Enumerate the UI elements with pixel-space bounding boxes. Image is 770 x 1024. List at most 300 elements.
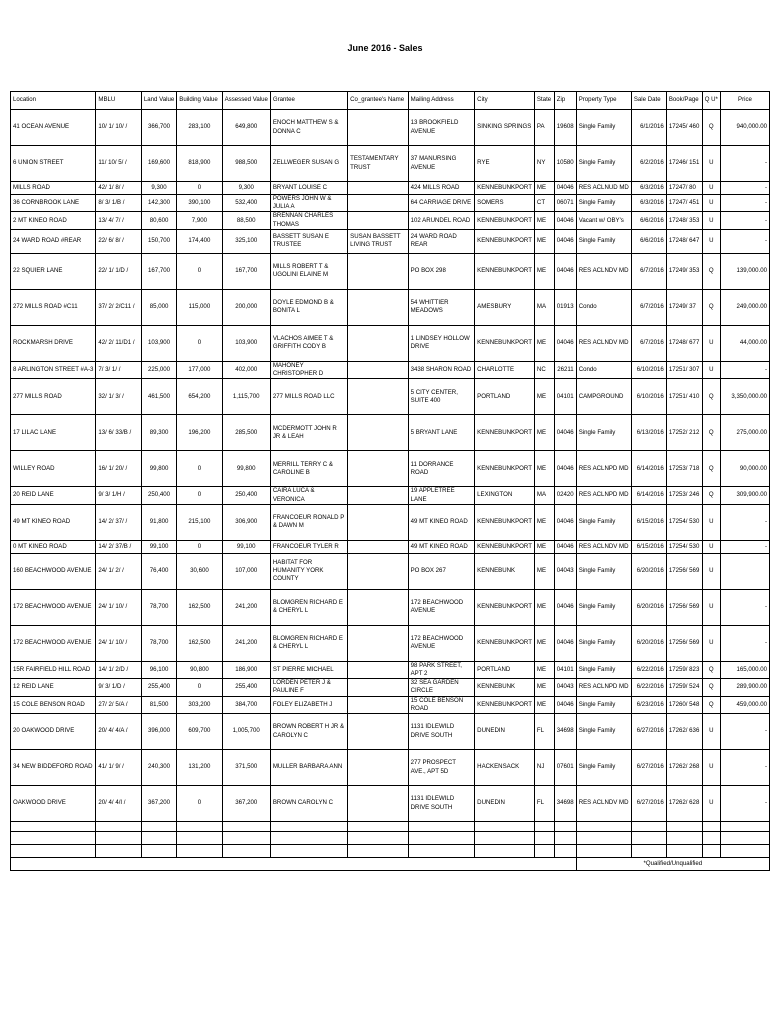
cell-land-value: 150,700 bbox=[141, 229, 176, 253]
cell-land-value: 80,600 bbox=[141, 212, 176, 229]
cell-assessed-value: 241,200 bbox=[222, 625, 270, 661]
cell-property-type: Single Family bbox=[576, 146, 631, 182]
cell-assessed-value: 241,200 bbox=[222, 589, 270, 625]
cell-zip: 04046 bbox=[554, 696, 576, 713]
cell-cograntee bbox=[348, 325, 408, 361]
cell-grantee: MILLS ROBERT T & UGOLINI ELAINE M bbox=[270, 253, 347, 289]
table-row bbox=[11, 504, 770, 540]
cell-state: ME bbox=[534, 253, 554, 289]
cell-mblu: 22/ 6/ 8/ / bbox=[96, 229, 141, 253]
cell-city: DUNEDIN bbox=[475, 714, 535, 750]
cell-city: PORTLAND bbox=[475, 379, 535, 415]
cell-qu: U bbox=[702, 146, 720, 182]
cell-sale-date: 6/2/2016 bbox=[631, 146, 666, 182]
cell-qu: U bbox=[702, 750, 720, 786]
cell-mblu: 42/ 2/ 11/D1 / bbox=[96, 325, 141, 361]
cell-book-page: 17256/ 569 bbox=[666, 589, 702, 625]
table-row bbox=[11, 212, 770, 229]
cell-zip: 07601 bbox=[554, 750, 576, 786]
cell-book-page: 17262/ 636 bbox=[666, 714, 702, 750]
cell-zip: 02420 bbox=[554, 487, 576, 504]
cell-qu: Q bbox=[702, 289, 720, 325]
cell-sale-date: 6/27/2016 bbox=[631, 714, 666, 750]
cell-book-page: 17248/ 353 bbox=[666, 212, 702, 229]
cell-book-page: 17249/ 37 bbox=[666, 289, 702, 325]
cell-sale-date: 6/3/2016 bbox=[631, 195, 666, 212]
cell-book-page: 17259/ 524 bbox=[666, 679, 702, 696]
cell-mailing-address: 1131 IDLEWILD DRIVE SOUTH bbox=[408, 714, 475, 750]
cell-grantee: BRYANT LOUISE C bbox=[270, 182, 347, 195]
cell-cograntee bbox=[348, 289, 408, 325]
blank-cell bbox=[631, 832, 666, 845]
cell-zip: 04046 bbox=[554, 415, 576, 451]
cell-city: KENNEBUNKPORT bbox=[475, 253, 535, 289]
blank-cell bbox=[576, 845, 631, 858]
blank-row bbox=[11, 822, 770, 832]
cell-cograntee bbox=[348, 786, 408, 822]
blank-cell bbox=[720, 845, 769, 858]
cell-sale-date: 6/1/2016 bbox=[631, 110, 666, 146]
cell-mblu: 20/ 4/ 4/I / bbox=[96, 786, 141, 822]
cell-mailing-address: 37 MANURSING AVENUE bbox=[408, 146, 475, 182]
cell-qu: Q bbox=[702, 487, 720, 504]
cell-qu: U bbox=[702, 786, 720, 822]
col-header-qu: Q U* bbox=[702, 92, 720, 110]
cell-zip: 04046 bbox=[554, 182, 576, 195]
cell-grantee: ZELLWEGER SUSAN G bbox=[270, 146, 347, 182]
cell-property-type: Single Family bbox=[576, 195, 631, 212]
cell-cograntee bbox=[348, 487, 408, 504]
cell-sale-date: 6/10/2016 bbox=[631, 361, 666, 378]
cell-city: PORTLAND bbox=[475, 661, 535, 678]
cell-city: KENNEBUNK bbox=[475, 553, 535, 589]
cell-zip: 04043 bbox=[554, 679, 576, 696]
cell-price: - bbox=[720, 212, 769, 229]
cell-cograntee bbox=[348, 379, 408, 415]
blank-cell bbox=[631, 845, 666, 858]
cell-property-type: RES ACLNPD MD bbox=[576, 451, 631, 487]
cell-cograntee: TESTAMENTARY TRUST bbox=[348, 146, 408, 182]
blank-cell bbox=[534, 832, 554, 845]
cell-price: - bbox=[720, 589, 769, 625]
col-header-grantee: Grantee bbox=[270, 92, 347, 110]
cell-location: WILLEY ROAD bbox=[11, 451, 96, 487]
blank-cell bbox=[576, 832, 631, 845]
cell-qu: U bbox=[702, 229, 720, 253]
cell-location: 20 OAKWOOD DRIVE bbox=[11, 714, 96, 750]
cell-cograntee bbox=[348, 182, 408, 195]
cell-price: 3,350,000.00 bbox=[720, 379, 769, 415]
cell-grantee: ST PIERRE MICHAEL bbox=[270, 661, 347, 678]
blank-cell bbox=[11, 832, 96, 845]
cell-city: KENNEBUNKPORT bbox=[475, 589, 535, 625]
table-row bbox=[11, 182, 770, 195]
cell-state: ME bbox=[534, 589, 554, 625]
cell-mblu: 22/ 1/ 1/D / bbox=[96, 253, 141, 289]
cell-mailing-address: 277 PROSPECT AVE., APT 5D bbox=[408, 750, 475, 786]
cell-qu: U bbox=[702, 714, 720, 750]
cell-grantee: BASSETT SUSAN E TRUSTEE bbox=[270, 229, 347, 253]
cell-qu: U bbox=[702, 212, 720, 229]
cell-qu: Q bbox=[702, 415, 720, 451]
cell-property-type: RES ACLNDV MD bbox=[576, 325, 631, 361]
cell-zip: 06071 bbox=[554, 195, 576, 212]
cell-city: KENNEBUNKPORT bbox=[475, 625, 535, 661]
col-header-mblu: MBLU bbox=[96, 92, 141, 110]
cell-location: 41 OCEAN AVENUE bbox=[11, 110, 96, 146]
cell-sale-date: 6/10/2016 bbox=[631, 379, 666, 415]
cell-property-type: Single Family bbox=[576, 504, 631, 540]
blank-cell bbox=[96, 832, 141, 845]
cell-location: 36 CORNBROOK LANE bbox=[11, 195, 96, 212]
cell-assessed-value: 371,500 bbox=[222, 750, 270, 786]
blank-row bbox=[11, 845, 770, 858]
cell-state: CT bbox=[534, 195, 554, 212]
table-row bbox=[11, 714, 770, 750]
cell-grantee: BLOMGREN RICHARD E & CHERYL L bbox=[270, 625, 347, 661]
cell-land-value: 240,300 bbox=[141, 750, 176, 786]
cell-assessed-value: 285,500 bbox=[222, 415, 270, 451]
cell-property-type: Single Family bbox=[576, 110, 631, 146]
cell-zip: 01913 bbox=[554, 289, 576, 325]
cell-location: 49 MT KINEO ROAD bbox=[11, 504, 96, 540]
cell-grantee: POWERS JOHN W & JULIA A bbox=[270, 195, 347, 212]
cell-grantee: BROWN ROBERT H JR & CAROLYN C bbox=[270, 714, 347, 750]
cell-location: ROCKMARSH DRIVE bbox=[11, 325, 96, 361]
table-row bbox=[11, 110, 770, 146]
cell-state: ME bbox=[534, 325, 554, 361]
cell-state: MA bbox=[534, 289, 554, 325]
cell-mailing-address: 32 SEA GARDEN CIRCLE bbox=[408, 679, 475, 696]
cell-qu: U bbox=[702, 361, 720, 378]
cell-land-value: 78,700 bbox=[141, 625, 176, 661]
blank-cell bbox=[554, 845, 576, 858]
cell-cograntee bbox=[348, 714, 408, 750]
cell-sale-date: 6/20/2016 bbox=[631, 553, 666, 589]
cell-city: CHARLOTTE bbox=[475, 361, 535, 378]
blank-cell bbox=[222, 822, 270, 832]
blank-cell bbox=[222, 832, 270, 845]
blank-cell bbox=[141, 832, 176, 845]
cell-sale-date: 6/7/2016 bbox=[631, 253, 666, 289]
cell-sale-date: 6/27/2016 bbox=[631, 750, 666, 786]
cell-grantee: MCDERMOTT JOHN R JR & LEAH bbox=[270, 415, 347, 451]
cell-price: - bbox=[720, 786, 769, 822]
cell-qu: Q bbox=[702, 661, 720, 678]
cell-zip: 19608 bbox=[554, 110, 576, 146]
cell-price: - bbox=[720, 714, 769, 750]
cell-land-value: 103,900 bbox=[141, 325, 176, 361]
cell-building-value: 390,100 bbox=[177, 195, 222, 212]
cell-book-page: 17247/ 451 bbox=[666, 195, 702, 212]
cell-book-page: 17253/ 246 bbox=[666, 487, 702, 504]
cell-grantee: FRANCOEUR RONALD P & DAWN M bbox=[270, 504, 347, 540]
blank-cell bbox=[554, 832, 576, 845]
table-row bbox=[11, 696, 770, 713]
cell-mblu: 9/ 3/ 1/H / bbox=[96, 487, 141, 504]
cell-building-value: 609,700 bbox=[177, 714, 222, 750]
cell-land-value: 225,000 bbox=[141, 361, 176, 378]
cell-city: KENNEBUNKPORT bbox=[475, 415, 535, 451]
cell-location: 172 BEACHWOOD AVENUE bbox=[11, 589, 96, 625]
cell-building-value: 177,000 bbox=[177, 361, 222, 378]
cell-land-value: 99,100 bbox=[141, 540, 176, 553]
cell-city: LEXINGTON bbox=[475, 487, 535, 504]
cell-building-value: 30,600 bbox=[177, 553, 222, 589]
cell-city: RYE bbox=[475, 146, 535, 182]
cell-price: 249,000.00 bbox=[720, 289, 769, 325]
cell-property-type: Single Family bbox=[576, 553, 631, 589]
cell-book-page: 17256/ 569 bbox=[666, 553, 702, 589]
cell-assessed-value: 325,100 bbox=[222, 229, 270, 253]
col-header-city: City bbox=[475, 92, 535, 110]
cell-mailing-address: 19 APPLETREE LANE bbox=[408, 487, 475, 504]
cell-property-type: Single Family bbox=[576, 661, 631, 678]
cell-sale-date: 6/14/2016 bbox=[631, 451, 666, 487]
cell-property-type: Condo bbox=[576, 361, 631, 378]
table-row bbox=[11, 487, 770, 504]
cell-property-type: Single Family bbox=[576, 229, 631, 253]
cell-qu: U bbox=[702, 553, 720, 589]
cell-city: DUNEDIN bbox=[475, 786, 535, 822]
cell-assessed-value: 107,000 bbox=[222, 553, 270, 589]
cell-price: - bbox=[720, 195, 769, 212]
blank-cell bbox=[666, 845, 702, 858]
cell-location: 20 REID LANE bbox=[11, 487, 96, 504]
blank-cell bbox=[534, 845, 554, 858]
col-header-book-page: Book/Page bbox=[666, 92, 702, 110]
cell-cograntee bbox=[348, 540, 408, 553]
table-row bbox=[11, 540, 770, 553]
cell-sale-date: 6/20/2016 bbox=[631, 625, 666, 661]
cell-mailing-address: 24 WARD ROAD REAR bbox=[408, 229, 475, 253]
blank-cell bbox=[348, 832, 408, 845]
cell-mailing-address: 5 BRYANT LANE bbox=[408, 415, 475, 451]
table-row bbox=[11, 661, 770, 678]
cell-state: ME bbox=[534, 661, 554, 678]
cell-assessed-value: 9,300 bbox=[222, 182, 270, 195]
blank-cell bbox=[475, 832, 535, 845]
cell-mailing-address: 172 BEACHWOOD AVENUE bbox=[408, 625, 475, 661]
cell-grantee: BRENNAN CHARLES THOMAS bbox=[270, 212, 347, 229]
table-row bbox=[11, 289, 770, 325]
cell-price: 309,900.00 bbox=[720, 487, 769, 504]
cell-mblu: 27/ 2/ 5/A / bbox=[96, 696, 141, 713]
cell-qu: Q bbox=[702, 679, 720, 696]
cell-location: 272 MILLS ROAD #C11 bbox=[11, 289, 96, 325]
cell-price bbox=[720, 553, 769, 589]
cell-state: ME bbox=[534, 504, 554, 540]
cell-building-value: 7,900 bbox=[177, 212, 222, 229]
cell-zip: 04101 bbox=[554, 379, 576, 415]
cell-book-page: 17260/ 548 bbox=[666, 696, 702, 713]
cell-cograntee: SUSAN BASSETT LIVING TRUST bbox=[348, 229, 408, 253]
cell-book-page: 17259/ 823 bbox=[666, 661, 702, 678]
cell-assessed-value: 1,115,700 bbox=[222, 379, 270, 415]
cell-mblu: 7/ 3/ 1/ / bbox=[96, 361, 141, 378]
cell-building-value: 0 bbox=[177, 786, 222, 822]
cell-sale-date: 6/15/2016 bbox=[631, 504, 666, 540]
cell-price: 44,000.00 bbox=[720, 325, 769, 361]
cell-assessed-value: 1,005,700 bbox=[222, 714, 270, 750]
cell-mailing-address: 424 MILLS ROAD bbox=[408, 182, 475, 195]
cell-property-type: Single Family bbox=[576, 696, 631, 713]
cell-zip: 26211 bbox=[554, 361, 576, 378]
cell-property-type: RES ACLNDV MD bbox=[576, 253, 631, 289]
blank-cell bbox=[408, 832, 475, 845]
blank-cell bbox=[96, 845, 141, 858]
cell-mailing-address: 54 WHITTIER MEADOWS bbox=[408, 289, 475, 325]
table-row bbox=[11, 451, 770, 487]
sales-table-body bbox=[11, 110, 770, 871]
cell-book-page: 17252/ 212 bbox=[666, 415, 702, 451]
cell-building-value: 115,000 bbox=[177, 289, 222, 325]
cell-book-page: 17262/ 628 bbox=[666, 786, 702, 822]
blank-cell bbox=[348, 822, 408, 832]
cell-qu: Q bbox=[702, 379, 720, 415]
cell-sale-date: 6/7/2016 bbox=[631, 289, 666, 325]
cell-location: OAKWOOD DRIVE bbox=[11, 786, 96, 822]
col-header-sale-date: Sale Date bbox=[631, 92, 666, 110]
cell-property-type: RES ACLNDV MD bbox=[576, 540, 631, 553]
cell-grantee: BROWN CAROLYN C bbox=[270, 786, 347, 822]
cell-sale-date: 6/3/2016 bbox=[631, 182, 666, 195]
cell-building-value: 196,200 bbox=[177, 415, 222, 451]
cell-location: 277 MILLS ROAD bbox=[11, 379, 96, 415]
blank-cell bbox=[576, 822, 631, 832]
cell-sale-date: 6/23/2016 bbox=[631, 696, 666, 713]
cell-location: 12 REID LANE bbox=[11, 679, 96, 696]
cell-qu: Q bbox=[702, 696, 720, 713]
cell-land-value: 99,800 bbox=[141, 451, 176, 487]
cell-book-page: 17246/ 151 bbox=[666, 146, 702, 182]
cell-location: 24 WARD ROAD #REAR bbox=[11, 229, 96, 253]
cell-book-page: 17249/ 353 bbox=[666, 253, 702, 289]
sales-table bbox=[10, 91, 770, 871]
cell-assessed-value: 99,100 bbox=[222, 540, 270, 553]
cell-city: KENNEBUNK bbox=[475, 679, 535, 696]
cell-assessed-value: 367,200 bbox=[222, 786, 270, 822]
cell-building-value: 0 bbox=[177, 679, 222, 696]
cell-mailing-address: 5 CITY CENTER, SUITE 400 bbox=[408, 379, 475, 415]
cell-property-type: RES ACLNPD MD bbox=[576, 679, 631, 696]
cell-property-type: RES ACLNPD MD bbox=[576, 487, 631, 504]
cell-building-value: 0 bbox=[177, 540, 222, 553]
cell-property-type: Single Family bbox=[576, 625, 631, 661]
cell-mblu: 14/ 2/ 37/ / bbox=[96, 504, 141, 540]
table-row bbox=[11, 146, 770, 182]
blank-cell bbox=[11, 845, 96, 858]
cell-assessed-value: 88,500 bbox=[222, 212, 270, 229]
cell-mblu: 37/ 2/ 2/C11 / bbox=[96, 289, 141, 325]
col-header-assessed-value: Assessed Value bbox=[222, 92, 270, 110]
table-row bbox=[11, 553, 770, 589]
cell-building-value: 215,100 bbox=[177, 504, 222, 540]
cell-building-value: 818,900 bbox=[177, 146, 222, 182]
cell-zip: 04046 bbox=[554, 212, 576, 229]
cell-mblu: 14/ 1/ 2/D / bbox=[96, 661, 141, 678]
cell-mailing-address: 102 ARUNDEL ROAD bbox=[408, 212, 475, 229]
cell-building-value: 90,800 bbox=[177, 661, 222, 678]
blank-cell bbox=[177, 822, 222, 832]
table-row bbox=[11, 361, 770, 378]
cell-cograntee bbox=[348, 553, 408, 589]
cell-state: ME bbox=[534, 229, 554, 253]
cell-building-value: 162,500 bbox=[177, 625, 222, 661]
cell-qu: U bbox=[702, 589, 720, 625]
cell-grantee: MULLER BARBARA ANN bbox=[270, 750, 347, 786]
cell-price: 940,000.00 bbox=[720, 110, 769, 146]
blank-cell bbox=[720, 822, 769, 832]
page-title: June 2016 - Sales bbox=[347, 43, 423, 53]
cell-price: 165,000.00 bbox=[720, 661, 769, 678]
cell-cograntee bbox=[348, 625, 408, 661]
cell-city: KENNEBUNKPORT bbox=[475, 182, 535, 195]
table-row bbox=[11, 229, 770, 253]
cell-grantee: FRANCOEUR TYLER R bbox=[270, 540, 347, 553]
cell-state: ME bbox=[534, 696, 554, 713]
cell-cograntee bbox=[348, 110, 408, 146]
cell-location: 22 SQUIER LANE bbox=[11, 253, 96, 289]
cell-qu: U bbox=[702, 625, 720, 661]
table-row bbox=[11, 750, 770, 786]
blank-cell bbox=[702, 822, 720, 832]
cell-location: 6 UNION STREET bbox=[11, 146, 96, 182]
cell-assessed-value: 99,800 bbox=[222, 451, 270, 487]
cell-land-value: 81,500 bbox=[141, 696, 176, 713]
cell-mailing-address: 1131 IDLEWILD DRIVE SOUTH bbox=[408, 786, 475, 822]
cell-assessed-value: 306,900 bbox=[222, 504, 270, 540]
cell-price: - bbox=[720, 540, 769, 553]
cell-sale-date: 6/22/2016 bbox=[631, 661, 666, 678]
cell-city: KENNEBUNKPORT bbox=[475, 540, 535, 553]
blank-cell bbox=[96, 822, 141, 832]
cell-cograntee bbox=[348, 589, 408, 625]
cell-property-type: Condo bbox=[576, 289, 631, 325]
cell-assessed-value: 167,700 bbox=[222, 253, 270, 289]
cell-state: ME bbox=[534, 379, 554, 415]
cell-qu: U bbox=[702, 182, 720, 195]
blank-cell bbox=[11, 858, 577, 871]
cell-grantee: LORDEN PETER J & PAULINE F bbox=[270, 679, 347, 696]
cell-building-value: 131,200 bbox=[177, 750, 222, 786]
cell-book-page: 17247/ 80 bbox=[666, 182, 702, 195]
col-header-land-value: Land Value bbox=[141, 92, 176, 110]
blank-cell bbox=[141, 845, 176, 858]
cell-assessed-value: 250,400 bbox=[222, 487, 270, 504]
cell-state: ME bbox=[534, 415, 554, 451]
cell-city: KENNEBUNKPORT bbox=[475, 696, 535, 713]
cell-sale-date: 6/6/2016 bbox=[631, 229, 666, 253]
cell-qu: U bbox=[702, 504, 720, 540]
cell-land-value: 91,800 bbox=[141, 504, 176, 540]
col-header-property-type: Property Type bbox=[576, 92, 631, 110]
col-header-cograntee: Co_grantee's Name bbox=[348, 92, 408, 110]
cell-book-page: 17248/ 647 bbox=[666, 229, 702, 253]
cell-location: 172 BEACHWOOD AVENUE bbox=[11, 625, 96, 661]
cell-assessed-value: 988,500 bbox=[222, 146, 270, 182]
cell-mailing-address: 13 BROOKFIELD AVENUE bbox=[408, 110, 475, 146]
cell-building-value: 283,100 bbox=[177, 110, 222, 146]
cell-property-type: CAMPGROUND bbox=[576, 379, 631, 415]
cell-location: 160 BEACHWOOD AVENUE bbox=[11, 553, 96, 589]
col-header-building-value: Building Value bbox=[177, 92, 222, 110]
cell-building-value: 0 bbox=[177, 253, 222, 289]
cell-state: PA bbox=[534, 110, 554, 146]
cell-zip: 04046 bbox=[554, 451, 576, 487]
cell-sale-date: 6/7/2016 bbox=[631, 325, 666, 361]
cell-mblu: 8/ 3/ 1/B / bbox=[96, 195, 141, 212]
